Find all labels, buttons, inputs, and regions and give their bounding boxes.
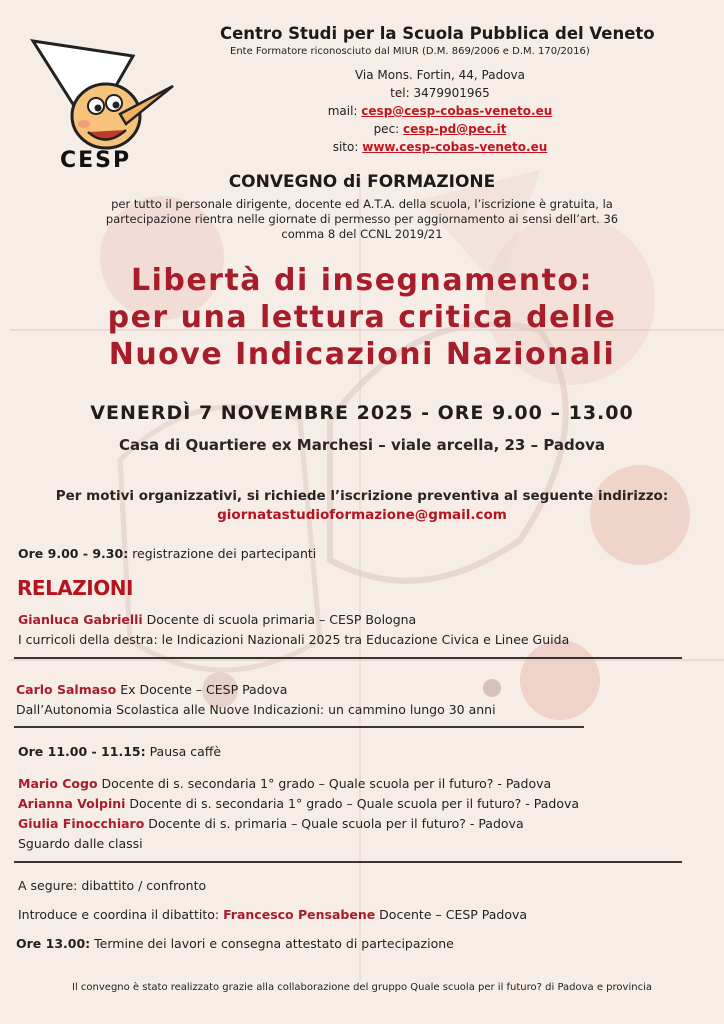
speaker-role: Ex Docente – CESP Padova: [116, 682, 288, 697]
event-date: VENERDÌ 7 NOVEMBRE 2025 - ORE 9.00 – 13.00: [90, 402, 634, 424]
convegno-desc-line: per tutto il personale dirigente, docente ed A.T.A. della scuola, l’iscrizione è gratuita, la: [111, 197, 613, 211]
main-title: [0, 262, 724, 373]
pec-label: pec:: [373, 122, 400, 136]
program-text: Termine dei lavori e consegna attestato di partecipazione: [90, 936, 454, 951]
time-label: Ore 11.00 - 11.15:: [18, 744, 146, 759]
program-follow: A segure: dibattito / confronto: [18, 878, 207, 893]
speaker-line: [16, 682, 287, 697]
talk-title: I curricoli della destra: le Indicazioni Nazionali 2025 tra Educazione Civica e Linee Guida: [18, 632, 570, 647]
speaker-name: Carlo Salmaso: [16, 682, 117, 697]
speaker-line: [18, 816, 524, 831]
mail-label: mail:: [327, 104, 358, 118]
speaker-name: Arianna Volpini: [18, 796, 126, 811]
footer-note: Il convegno è stato realizzato grazie alla collaborazione del gruppo Quale scuola per il futuro? di Padova e provincia: [72, 982, 652, 993]
contact-block: [290, 66, 590, 156]
moderator-name: Francesco Pensabene: [223, 907, 376, 922]
moderator-line: [18, 907, 527, 922]
divider: [14, 657, 682, 659]
title-line: Libertà di insegnamento:: [130, 263, 594, 298]
talk-title: Sguardo dalle classi: [18, 836, 143, 851]
speaker-role: Docente di s. primaria – Quale scuola per il futuro? - Padova: [144, 816, 524, 831]
speaker-role: Docente di s. secondaria 1° grado – Quale scuola per il futuro? - Padova: [97, 776, 552, 791]
mail-link[interactable]: cesp@cesp-cobas-veneto.eu: [361, 104, 553, 118]
convegno-desc-line: partecipazione rientra nelle giornate di permesso per aggiornamento ai sensi dell’art. 36: [105, 212, 619, 226]
speaker-role: Docente di scuola primaria – CESP Bologna: [142, 612, 417, 627]
convegno-heading: CONVEGNO di FORMAZIONE: [228, 172, 496, 192]
speaker-role: Docente di s. secondaria 1° grado – Quale scuola per il futuro? - Padova: [125, 796, 580, 811]
convegno-desc-line: comma 8 del CCNL 2019/21: [281, 227, 443, 241]
time-label: Ore 13.00:: [16, 936, 91, 951]
convegno-description: [40, 197, 684, 242]
logo-text: CESP: [60, 148, 132, 173]
site-label: sito:: [332, 140, 359, 154]
organization-title: Centro Studi per la Scuola Pubblica del Veneto: [220, 24, 655, 43]
registration-note: Per motivi organizzativi, si richiede l’iscrizione preventiva al seguente indirizzo:: [55, 488, 669, 504]
organization-subtitle: Ente Formatore riconosciuto dal MIUR (D.M. 869/2006 e D.M. 170/2016): [230, 46, 590, 57]
speaker-name: Mario Cogo: [18, 776, 98, 791]
speaker-line: [18, 796, 579, 811]
program-registration: [18, 546, 316, 561]
speaker-name: Giulia Finocchiaro: [18, 816, 145, 831]
speaker-line: [18, 776, 551, 791]
title-line: Nuove Indicazioni Nazionali: [108, 337, 616, 372]
moderator-label: Introduce e coordina il dibattito:: [18, 907, 224, 922]
speaker-name: Gianluca Gabrielli: [18, 612, 143, 627]
program-text: Pausa caffè: [145, 744, 222, 759]
program-break: [18, 744, 221, 759]
phone: tel: 3479901965: [390, 86, 490, 100]
pec-link[interactable]: cesp-pd@pec.it: [403, 122, 507, 136]
time-label: Ore 9.00 - 9.30:: [18, 546, 129, 561]
speaker-line: [18, 612, 416, 627]
site-link[interactable]: www.cesp-cobas-veneto.eu: [362, 140, 548, 154]
talk-title: Dall’Autonomia Scolastica alle Nuove Indicazioni: un cammino lungo 30 anni: [16, 702, 496, 717]
program-end: [16, 936, 454, 951]
address: Via Mons. Fortin, 44, Padova: [354, 68, 525, 82]
program-text: registrazione dei partecipanti: [128, 546, 317, 561]
divider: [14, 861, 682, 863]
title-line: per una lettura critica delle: [107, 300, 617, 335]
event-venue: Casa di Quartiere ex Marchesi – viale arcella, 23 – Padova: [119, 436, 605, 454]
registration-email-link[interactable]: giornatastudioformazione@gmail.com: [217, 507, 507, 523]
divider: [14, 726, 584, 728]
relazioni-heading: RELAZIONI: [17, 576, 133, 600]
moderator-role: Docente – CESP Padova: [375, 907, 528, 922]
